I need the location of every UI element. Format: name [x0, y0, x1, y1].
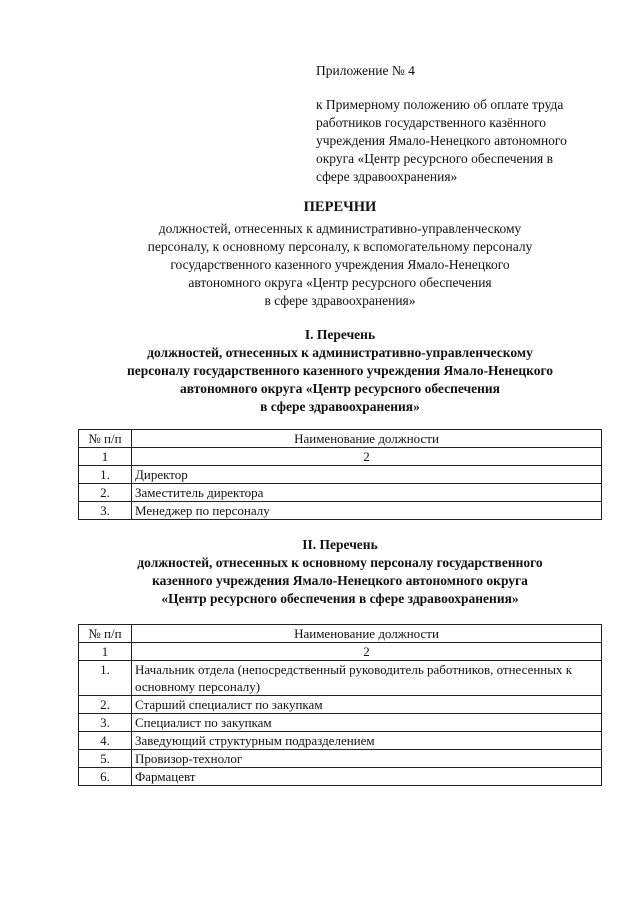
row-number: 1. — [79, 466, 132, 484]
row-number: 3. — [79, 502, 132, 520]
appendix-title: Приложение № 4 — [316, 63, 415, 78]
row-position: Фармацевт — [132, 768, 602, 786]
row-number: 2. — [79, 484, 132, 502]
section1-heading-line: I. Перечень — [304, 327, 376, 342]
section2-table — [78, 624, 602, 786]
row-position: Провизор-технолог — [132, 750, 602, 768]
section2-heading-line: «Центр ресурсного обеспечения в сфере здравоохранения» — [161, 591, 519, 606]
document-title: ПЕРЕЧНИ — [303, 199, 377, 215]
index-cell: 2 — [132, 643, 602, 661]
row-number: 6. — [79, 768, 132, 786]
row-position: Заведующий структурным подразделением — [132, 732, 602, 750]
section1-heading-line: автономного округа «Центр ресурсного обеспечения — [180, 381, 500, 396]
appendix-reference — [316, 96, 616, 186]
table-row — [79, 484, 602, 502]
section2-heading-line: II. Перечень — [302, 537, 378, 552]
table-index-row — [79, 448, 602, 466]
subtitle-line: персоналу, к основному персоналу, к вспомогательному персоналу — [147, 239, 533, 254]
row-number: 5. — [79, 750, 132, 768]
section2-heading — [60, 536, 620, 608]
col-header-position: Наименование должности — [132, 625, 602, 643]
appendix-line: сфере здравоохранения» — [316, 169, 458, 184]
table-header-row — [79, 430, 602, 448]
index-cell: 2 — [132, 448, 602, 466]
row-position: Специалист по закупкам — [132, 714, 602, 732]
section1-heading-line: должностей, отнесенных к административно-управленческому — [147, 345, 533, 360]
appendix-line: к Примерному положению об оплате труда — [316, 97, 564, 112]
table-row — [79, 768, 602, 786]
row-position: Заместитель директора — [132, 484, 602, 502]
document-subtitle — [60, 220, 620, 310]
section1-heading — [60, 326, 620, 416]
appendix-line: работников государственного казённого — [316, 115, 547, 130]
row-number: 1. — [79, 661, 132, 696]
table-row — [79, 714, 602, 732]
col-header-number: № п/п — [79, 625, 132, 643]
row-position: Директор — [132, 466, 602, 484]
table-row — [79, 732, 602, 750]
table-header-row — [79, 625, 602, 643]
table-row — [79, 466, 602, 484]
row-number: 4. — [79, 732, 132, 750]
row-position: Старший специалист по закупкам — [132, 696, 602, 714]
row-number: 3. — [79, 714, 132, 732]
table-row — [79, 696, 602, 714]
col-header-position: Наименование должности — [132, 430, 602, 448]
section2-heading-line: должностей, отнесенных к основному персоналу государственного — [137, 555, 543, 570]
table-row — [79, 750, 602, 768]
table-row — [79, 661, 602, 696]
section1-heading-line: в сфере здравоохранения» — [260, 399, 420, 414]
row-position: Начальник отдела (непосредственный руководитель работников, отнесенных к основному персоналу) — [132, 661, 602, 696]
section1-table — [78, 429, 602, 520]
subtitle-line: государственного казенного учреждения Ямало-Ненецкого — [170, 257, 510, 272]
appendix-line: учреждения Ямало-Ненецкого автономного — [316, 133, 567, 148]
section2-heading-line: казенного учреждения Ямало-Ненецкого автономного округа — [152, 573, 528, 588]
section1-heading-line: персоналу государственного казенного учреждения Ямало-Ненецкого — [127, 363, 553, 378]
subtitle-line: должностей, отнесенных к административно-управленческому — [158, 221, 522, 236]
row-position: Менеджер по персоналу — [132, 502, 602, 520]
table-row — [79, 502, 602, 520]
index-cell: 1 — [79, 448, 132, 466]
col-header-number: № п/п — [79, 430, 132, 448]
table-index-row — [79, 643, 602, 661]
index-cell: 1 — [79, 643, 132, 661]
appendix-line: округа «Центр ресурсного обеспечения в — [316, 151, 553, 166]
row-number: 2. — [79, 696, 132, 714]
subtitle-line: автономного округа «Центр ресурсного обеспечения — [188, 275, 492, 290]
subtitle-line: в сфере здравоохранения» — [264, 293, 416, 308]
